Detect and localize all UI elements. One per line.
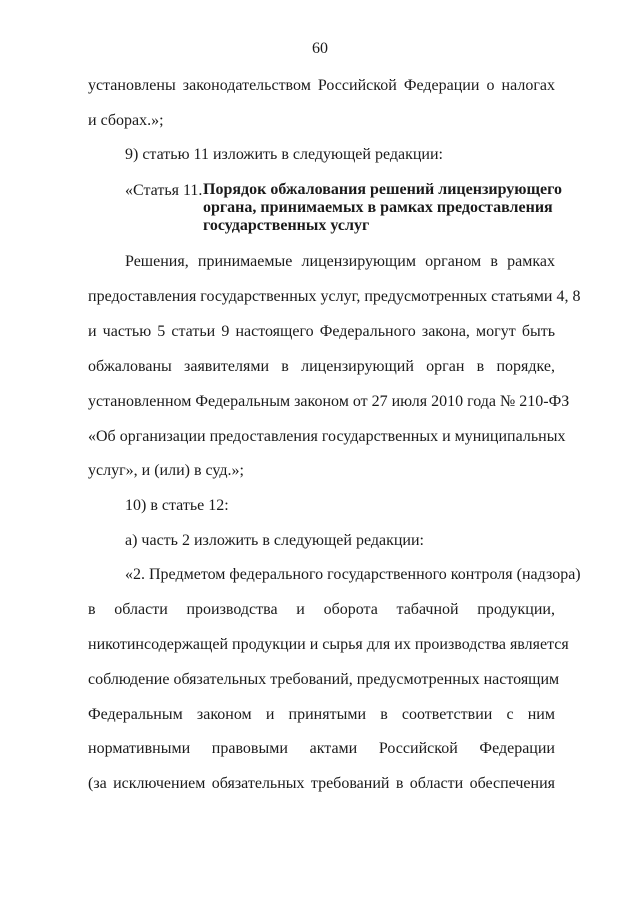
text-line: 9) статью 11 изложить в следующей редакции: — [125, 146, 443, 163]
text-line: соблюдение обязательных требований, предусмотренных настоящим — [88, 671, 560, 688]
text-line: услуг», и (или) в суд.»; — [88, 462, 244, 479]
text-line: «2. Предметом федерального государственного контроля (надзора) — [125, 566, 581, 583]
page-number: 60 — [312, 40, 328, 57]
text-line: и частью 5 статьи 9 настоящего Федерального закона, могут быть — [88, 323, 555, 340]
text-line: предоставления государственных услуг, предусмотренных статьями 4, 8 — [88, 288, 581, 305]
article-title-line: государственных услуг — [203, 217, 370, 234]
text-line: никотинсодержащей продукции и сырья для их производства является — [88, 636, 569, 653]
text-line: установлены законодательством Российской Федерации о налогах — [88, 77, 555, 94]
text-line: Федеральным законом и принятыми в соответствии с ним — [88, 706, 555, 723]
article-prefix: «Статья 11. — [125, 182, 203, 199]
text-line: 10) в статье 12: — [125, 497, 229, 514]
text-line: обжалованы заявителями в лицензирующий орган в порядке, — [88, 358, 555, 375]
text-line: Решения, принимаемые лицензирующим органом в рамках — [125, 253, 555, 270]
text-line: а) часть 2 изложить в следующей редакции: — [125, 532, 424, 549]
article-title-line: Порядок обжалования решений лицензирующего — [203, 181, 563, 198]
article-title-line: органа, принимаемых в рамках предоставления — [203, 199, 553, 216]
text-line: в области производства и оборота табачной продукции, — [88, 601, 555, 618]
text-line: (за исключением обязательных требований в области обеспечения — [88, 775, 555, 792]
text-line: и сборах.»; — [88, 112, 164, 129]
text-line: установленном Федеральным законом от 27 июля 2010 года № 210-ФЗ — [88, 393, 570, 410]
article-title — [203, 181, 563, 235]
text-line: «Об организации предоставления государственных и муниципальных — [88, 428, 566, 445]
text-line: нормативными правовыми актами Российской Федерации — [88, 740, 555, 757]
